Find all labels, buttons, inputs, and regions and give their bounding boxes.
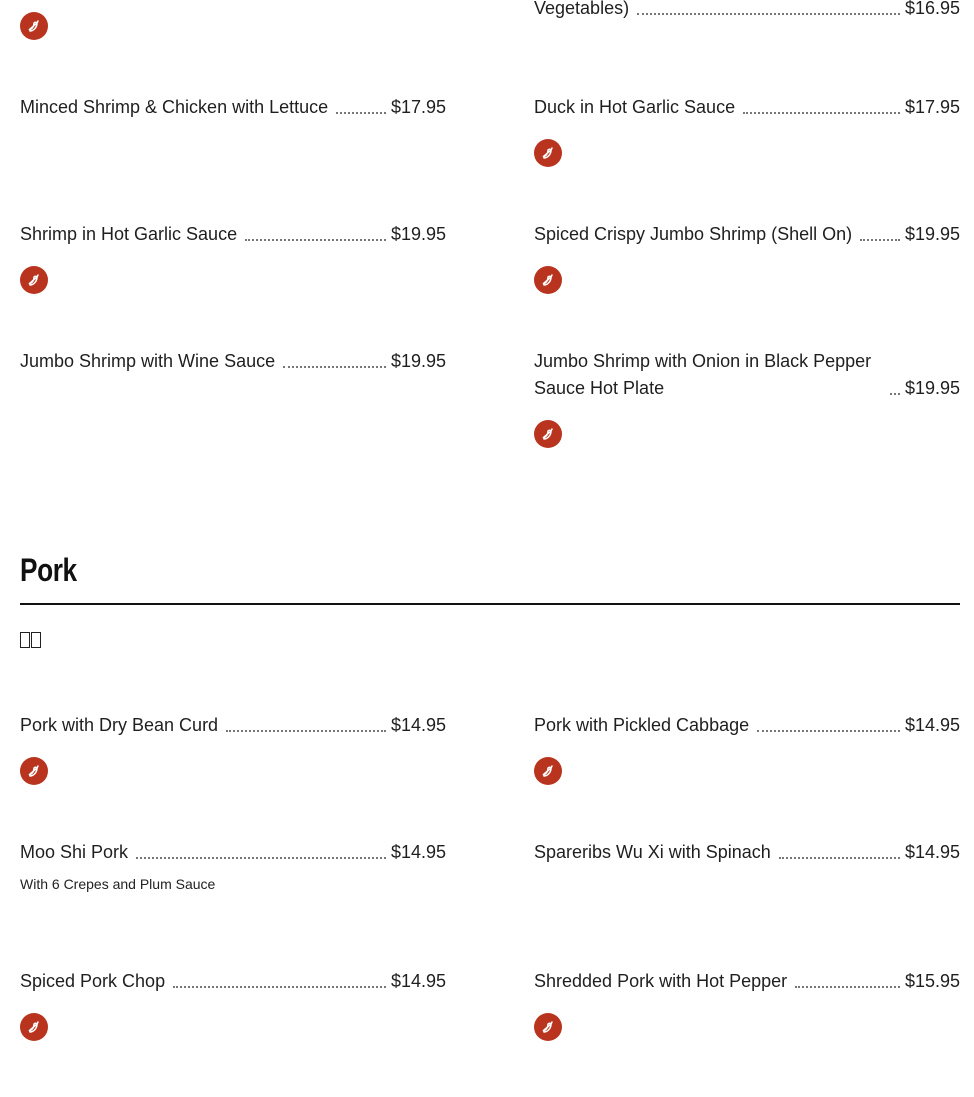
menu-item-name: Shrimp in Hot Garlic Sauce (20, 224, 238, 244)
menu-item-price: $17.95 (904, 97, 960, 117)
menu-item[interactable] (20, 348, 446, 375)
menu-item-description: With 6 Crepes and Plum Sauce (20, 876, 216, 892)
section-subtitle (20, 629, 42, 648)
menu-item-price: $19.95 (904, 378, 960, 398)
dot-leader (283, 366, 386, 368)
chili-pepper-icon (534, 266, 562, 294)
menu-item-name: Minced Shrimp & Chicken with Lettuce (20, 97, 329, 117)
chili-pepper-icon (20, 266, 48, 294)
menu-item-name: Jumbo Shrimp with Onion in Black Pepper Sauce Hot Plate (534, 351, 872, 398)
menu-item-name: Vegetables) (534, 0, 630, 18)
menu-item-partial-right[interactable] (534, 0, 960, 22)
chili-pepper-icon (534, 139, 562, 167)
chili-pepper-icon (534, 420, 562, 448)
menu-item-price: $14.95 (904, 842, 960, 862)
dot-leader (245, 239, 386, 241)
menu-item-price: $14.95 (390, 715, 446, 735)
menu-item-name: Jumbo Shrimp with Wine Sauce (20, 351, 276, 371)
menu-item-price: $14.95 (390, 971, 446, 991)
menu-item[interactable] (534, 839, 960, 866)
menu-item-price: $15.95 (904, 971, 960, 991)
dot-leader (757, 730, 900, 732)
dot-leader (860, 239, 900, 241)
menu-item[interactable] (20, 94, 446, 121)
menu-item[interactable] (534, 712, 960, 785)
section-title: Pork (20, 552, 77, 588)
dot-leader (890, 393, 900, 395)
menu-item-partial-left (20, 0, 446, 40)
section-divider (20, 603, 960, 605)
menu-item[interactable] (20, 968, 446, 1041)
menu-item-price: $19.95 (390, 351, 446, 371)
menu-item[interactable] (534, 221, 960, 294)
dot-leader (136, 857, 386, 859)
menu-item-price: $19.95 (904, 224, 960, 244)
menu-item-name: Shredded Pork with Hot Pepper (534, 971, 788, 991)
menu-item-name: Spiced Pork Chop (20, 971, 166, 991)
menu-item[interactable] (20, 221, 446, 294)
menu-item-price: $17.95 (390, 97, 446, 117)
chili-pepper-icon (20, 1013, 48, 1041)
menu-item-price: $19.95 (390, 224, 446, 244)
dot-leader (637, 13, 900, 15)
menu-item-price: $14.95 (904, 715, 960, 735)
menu-item-name: Spareribs Wu Xi with Spinach (534, 842, 771, 862)
menu-item[interactable] (20, 712, 446, 785)
menu-item[interactable] (534, 348, 960, 448)
chili-pepper-icon (20, 12, 48, 40)
chili-pepper-icon (534, 757, 562, 785)
menu-item-name: Duck in Hot Garlic Sauce (534, 97, 736, 117)
menu-item-name: Moo Shi Pork (20, 842, 129, 862)
menu-item-name: Spiced Crispy Jumbo Shrimp (Shell On) (534, 224, 853, 244)
menu-item[interactable] (534, 968, 960, 1041)
menu-item-price: $16.95 (904, 0, 960, 18)
chili-pepper-icon (534, 1013, 562, 1041)
dot-leader (336, 112, 386, 114)
menu-item-name: Pork with Dry Bean Curd (20, 715, 219, 735)
menu-item[interactable] (20, 839, 446, 892)
dot-leader (173, 986, 386, 988)
menu-item-price: $14.95 (390, 842, 446, 862)
dot-leader (795, 986, 900, 988)
menu-item[interactable] (534, 94, 960, 167)
dot-leader (779, 857, 900, 859)
dot-leader (226, 730, 386, 732)
dot-leader (743, 112, 900, 114)
menu-item-name: Pork with Pickled Cabbage (534, 715, 750, 735)
chili-pepper-icon (20, 757, 48, 785)
